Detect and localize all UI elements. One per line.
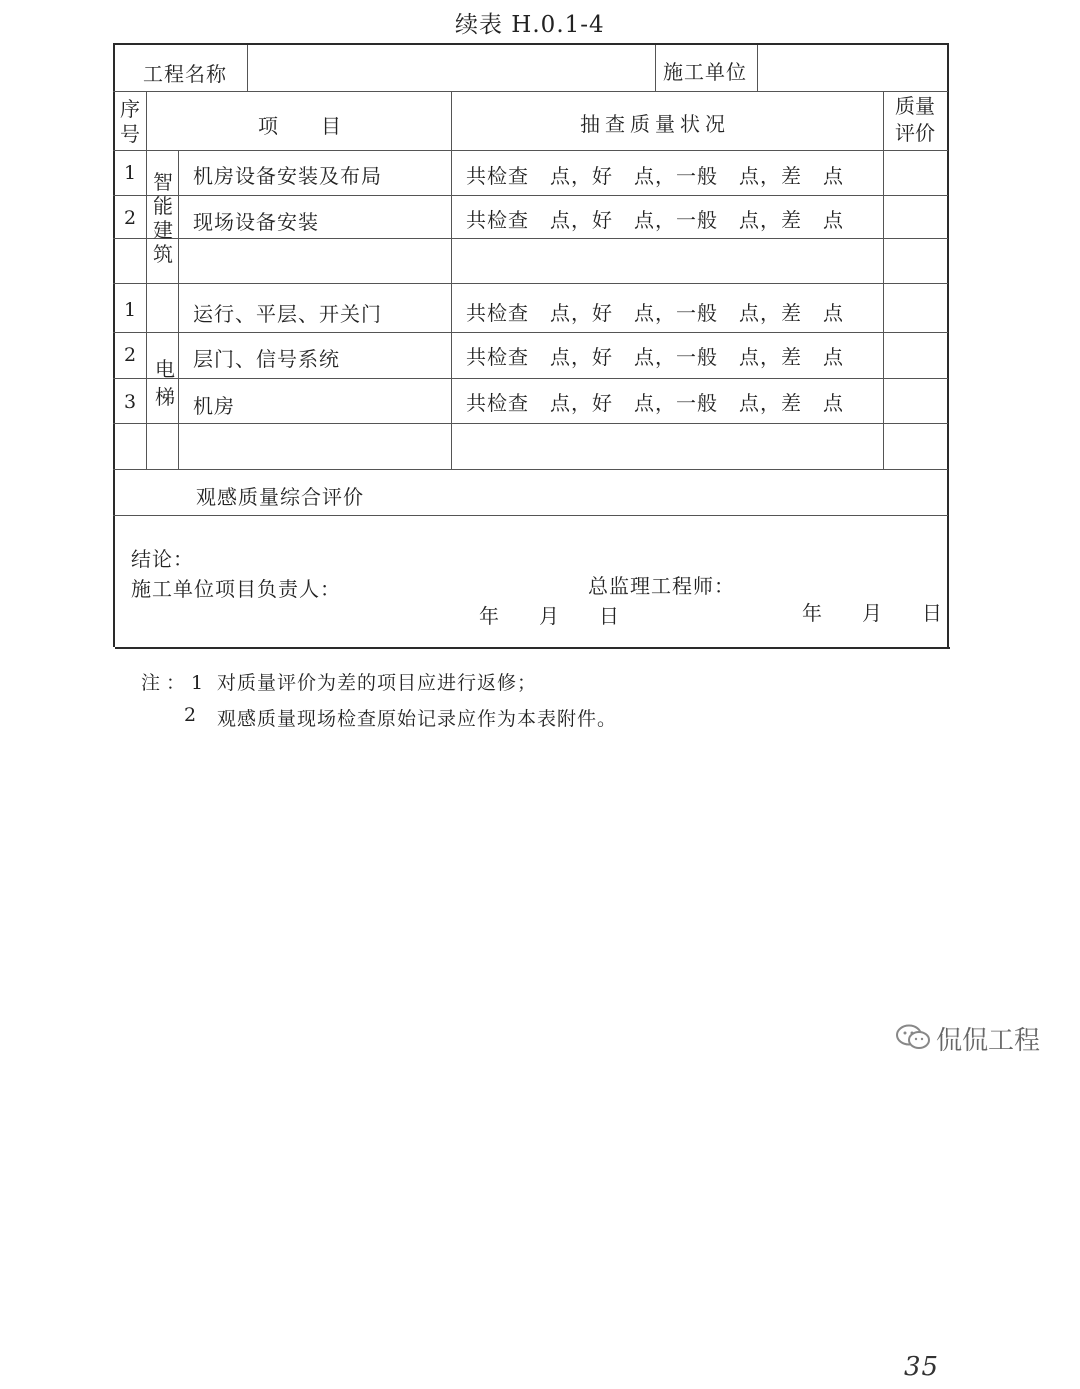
note-prefix: 2 bbox=[184, 704, 198, 726]
row-item: 现场设备安装 bbox=[193, 210, 319, 234]
date-right: 年 月 日 bbox=[802, 601, 952, 625]
construction-unit-label: 施工单位 bbox=[663, 60, 747, 84]
row-seq: 2 bbox=[123, 344, 137, 366]
wechat-icon bbox=[896, 1024, 930, 1050]
project-name-label: 工程名称 bbox=[143, 62, 227, 86]
status-header: 抽查质量状况 bbox=[580, 112, 730, 136]
row-item: 层门、信号系统 bbox=[193, 347, 340, 371]
date-left: 年 月 日 bbox=[479, 604, 629, 628]
table-caption: 续表 H.0.1-4 bbox=[455, 12, 605, 38]
row-status: 共检查 点，好 点，一般 点，差 点 bbox=[466, 345, 844, 369]
group-label-elevator: 电梯 bbox=[155, 357, 175, 409]
summary-label: 观感质量综合评价 bbox=[196, 485, 364, 509]
page-number: 35 bbox=[904, 1352, 940, 1382]
group-label-smart-building: 智能建筑 bbox=[153, 170, 173, 266]
row-status: 共检查 点，好 点，一般 点，差 点 bbox=[466, 208, 844, 232]
note-prefix: 注：1 bbox=[141, 672, 210, 694]
seq-header: 序号 bbox=[120, 97, 140, 146]
row-status: 共检查 点，好 点，一般 点，差 点 bbox=[466, 391, 844, 415]
item-header: 项 目 bbox=[258, 114, 342, 138]
supervisor-sign-label: 总监理工程师： bbox=[588, 574, 735, 598]
row-status: 共检查 点，好 点，一般 点，差 点 bbox=[466, 164, 844, 188]
watermark-text: 侃侃工程 bbox=[936, 1026, 1041, 1056]
note-text: 观感质量现场检查原始记录应作为本表附件。 bbox=[217, 708, 618, 730]
row-status: 共检查 点，好 点，一般 点，差 点 bbox=[466, 301, 844, 325]
row-item: 机房 bbox=[193, 394, 235, 418]
note-text: 对质量评价为差的项目应进行返修； bbox=[217, 672, 538, 694]
row-item: 运行、平层、开关门 bbox=[193, 302, 382, 326]
row-item: 机房设备安装及布局 bbox=[193, 164, 382, 188]
row-seq: 3 bbox=[123, 391, 137, 413]
conclusion-label: 结论： bbox=[131, 547, 194, 571]
eval-header: 质量评价 bbox=[895, 94, 935, 145]
row-seq: 1 bbox=[123, 162, 137, 184]
row-seq: 1 bbox=[123, 299, 137, 321]
row-seq: 2 bbox=[123, 207, 137, 229]
contractor-sign-label: 施工单位项目负责人： bbox=[131, 577, 341, 601]
